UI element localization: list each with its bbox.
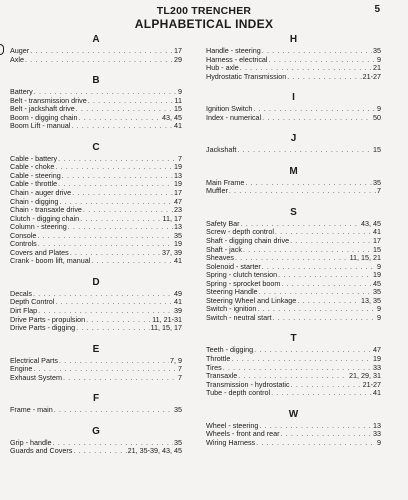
dot-leader <box>59 357 169 366</box>
entry-term: Jackshaft <box>206 145 237 155</box>
section-letter: G <box>92 425 100 437</box>
entry-page: 41 <box>174 297 182 307</box>
entry-page: 21, 29, 31 <box>349 371 381 381</box>
entry-term: Dirt Flap <box>10 306 38 316</box>
section-spacer <box>206 398 381 407</box>
index-section-b <box>10 73 182 131</box>
index-section-w <box>206 407 381 448</box>
section-spacer <box>206 81 381 90</box>
index-section-c <box>10 140 182 266</box>
entry-page: 43, 45 <box>361 218 381 228</box>
entry-page: 11, 15, 17 <box>150 323 182 333</box>
index-section-a <box>10 32 182 64</box>
entry-term: Steering Handle <box>206 287 258 297</box>
dot-leader <box>63 374 177 383</box>
dot-leader <box>297 297 360 306</box>
entry-page: 7 <box>178 372 182 382</box>
entry-term: Ignition Switch <box>206 104 253 114</box>
dot-leader <box>262 263 376 272</box>
entry-term: Belt - transmission drive <box>10 95 87 105</box>
entry-term: Tube - depth control <box>206 388 271 398</box>
index-entry <box>206 389 381 398</box>
page-number: 5 <box>374 4 380 15</box>
entry-term: Solenoid - starter <box>206 261 261 271</box>
entry-term: Drive Parts - propulsion <box>10 314 86 324</box>
entry-page: 7, 9 <box>170 355 182 365</box>
section-letter: C <box>92 141 100 153</box>
dot-leader <box>71 122 173 131</box>
index-entry <box>10 122 182 131</box>
entry-term: Tires <box>206 362 222 372</box>
index-entry <box>206 439 381 448</box>
entry-page: 11 <box>174 95 182 105</box>
entry-page: 43, 45 <box>162 112 182 122</box>
section-letter: S <box>290 206 297 218</box>
section-letter: A <box>92 34 100 45</box>
section-spacer <box>206 155 381 164</box>
document-title: TL200 TRENCHER <box>156 5 252 17</box>
dot-leader <box>30 47 173 56</box>
entry-page: 17 <box>373 236 381 246</box>
dot-leader <box>76 324 149 333</box>
dot-leader <box>281 430 372 439</box>
entry-term: Cable - choke <box>10 162 55 172</box>
entry-term: Teeth - digging <box>206 345 254 355</box>
section-spacer <box>10 415 182 424</box>
section-letter: E <box>92 343 100 355</box>
entry-page: 21, 35-39, 43, 45 <box>127 446 182 456</box>
binding-hole-mark <box>0 44 4 55</box>
entry-page: 21-27 <box>362 71 381 81</box>
entry-term: Handle - steering <box>206 46 261 55</box>
dot-leader <box>72 189 173 198</box>
entry-page: 11, 17 <box>162 213 182 223</box>
dot-leader <box>287 73 361 82</box>
dot-leader <box>79 114 161 123</box>
dot-leader <box>281 280 372 289</box>
entry-term: Drive Parts - digging <box>10 323 76 333</box>
entry-term: Boom - digging chain <box>10 112 78 122</box>
section-letter: F <box>92 393 100 405</box>
index-entry <box>206 114 381 123</box>
entry-page: 9 <box>377 437 381 447</box>
index-entry <box>206 146 381 155</box>
entry-term: Switch - neutral start <box>206 312 272 322</box>
index-section-t <box>206 331 381 397</box>
section-spacer <box>10 382 182 391</box>
dot-leader <box>256 439 376 448</box>
index-section-i <box>206 90 381 122</box>
section-letter: J <box>290 133 297 145</box>
entry-term: Hydrostatic Transmission <box>206 71 287 81</box>
dot-leader <box>254 346 372 355</box>
entry-term: Depth Control <box>10 297 55 307</box>
section-spacer <box>10 266 182 275</box>
dot-leader <box>229 187 376 196</box>
entry-term: Spring - sprocket boom <box>206 278 281 288</box>
entry-term: Column - steering <box>10 222 67 232</box>
index-entry <box>10 406 182 415</box>
entry-term: Wiring Harness <box>206 437 256 447</box>
entry-term: Decals <box>10 288 32 298</box>
dot-leader <box>290 237 372 246</box>
dot-leader <box>80 215 161 224</box>
entry-page: 35 <box>174 437 182 447</box>
index-section-h <box>206 32 381 81</box>
entry-term: Shaft - digging chain drive <box>206 236 290 246</box>
dot-leader <box>55 163 173 172</box>
entry-term: Console <box>10 230 37 240</box>
entry-term: Grip - handle <box>10 437 52 447</box>
entry-page: 17 <box>174 188 182 198</box>
dot-leader <box>269 56 376 65</box>
dot-leader <box>237 146 372 155</box>
entry-page: 9 <box>377 261 381 271</box>
dot-leader <box>257 305 376 314</box>
entry-term: Transmission - hydrostatic <box>206 379 290 389</box>
entry-term: Switch - ignition <box>206 304 257 314</box>
section-spacer <box>206 196 381 205</box>
index-title: ALPHABETICAL INDEX <box>134 17 274 31</box>
entry-page: 41 <box>174 256 182 266</box>
section-letter: M <box>289 165 298 177</box>
dot-leader <box>76 105 173 114</box>
entry-page: 9 <box>377 104 381 114</box>
entry-page: 9 <box>377 312 381 322</box>
dot-leader <box>273 314 376 323</box>
dot-leader <box>88 97 174 106</box>
entry-term: Transaxle <box>206 371 238 381</box>
section-spacer <box>206 122 381 131</box>
index-entry <box>206 355 381 364</box>
dot-leader <box>275 228 372 237</box>
dot-leader <box>58 155 177 164</box>
entry-page: 19 <box>373 354 381 364</box>
index-column-left <box>10 32 182 456</box>
entry-page: 19 <box>373 270 381 280</box>
dot-leader <box>291 381 362 390</box>
entry-term: Shaft - jack <box>206 244 242 254</box>
entry-page: 17 <box>174 46 182 55</box>
index-section-f <box>10 391 182 415</box>
index-entry <box>206 314 381 323</box>
entry-page: 11, 15, 21 <box>349 253 381 263</box>
dot-leader <box>86 316 151 325</box>
dot-leader <box>245 179 372 188</box>
entry-page: 21 <box>373 63 381 73</box>
entry-term: Chain - digging <box>10 196 59 206</box>
index-section-d <box>10 275 182 333</box>
section-letter: D <box>92 276 100 288</box>
entry-term: Boom Lift - manual <box>10 121 71 131</box>
index-entry <box>10 447 182 456</box>
entry-page: 45 <box>373 278 381 288</box>
entry-term: Electrical Parts <box>10 355 58 365</box>
entry-term: Belt - jackshaft drive <box>10 104 75 114</box>
entry-term: Cable - steering <box>10 170 61 180</box>
section-letter: I <box>292 92 295 104</box>
dot-leader <box>55 298 173 307</box>
entry-page: 7 <box>178 153 182 163</box>
entry-page: 23 <box>174 205 182 215</box>
index-section-e <box>10 342 182 383</box>
entry-page: 19 <box>174 239 182 249</box>
dot-leader <box>262 47 372 56</box>
index-entry <box>206 346 381 355</box>
entry-page: 15 <box>174 104 182 114</box>
entry-term: Throttle <box>206 354 231 364</box>
entry-page: 35 <box>174 405 182 415</box>
index-entry <box>10 56 182 65</box>
index-section-s <box>206 205 381 323</box>
entry-term: Hub - axle <box>206 63 239 73</box>
dot-leader <box>73 447 126 456</box>
entry-term: Frame - main <box>10 405 53 415</box>
entry-page: 19 <box>174 162 182 172</box>
dot-leader <box>271 389 372 398</box>
index-entry <box>10 374 182 383</box>
entry-page: 39 <box>174 306 182 316</box>
index-entry <box>206 73 381 82</box>
entry-term: Cable - battery <box>10 153 58 163</box>
entry-page: 33 <box>373 362 381 372</box>
entry-page: 9 <box>377 54 381 64</box>
entry-page: 15 <box>373 244 381 254</box>
entry-term: Covers and Plates <box>10 247 69 257</box>
index-section-j <box>206 131 381 155</box>
index-entry <box>206 187 381 196</box>
dot-leader <box>83 206 173 215</box>
index-entry <box>10 357 182 366</box>
entry-page: 33 <box>373 429 381 439</box>
section-letter: T <box>290 333 297 345</box>
entry-page: 9 <box>178 87 182 97</box>
entry-term: Chain - transaxle drive <box>10 205 82 215</box>
entry-term: Harness - electrical <box>206 54 268 64</box>
section-spacer <box>206 322 381 331</box>
entry-term: Engine <box>10 364 33 374</box>
entry-page: 9 <box>377 304 381 314</box>
entry-page: 35 <box>174 230 182 240</box>
entry-page: 41 <box>373 388 381 398</box>
entry-page: 41 <box>174 121 182 131</box>
section-spacer <box>10 131 182 140</box>
entry-page: 7 <box>377 186 381 196</box>
entry-term: Crank - boom lift, manual <box>10 256 91 266</box>
section-spacer <box>10 333 182 342</box>
index-section-g <box>10 424 182 456</box>
section-letter: W <box>288 408 299 420</box>
index-column-right <box>206 32 381 447</box>
entry-page: 13, 35 <box>361 295 381 305</box>
entry-term: Safety Bar <box>206 218 240 228</box>
dot-leader <box>262 114 372 123</box>
entry-term: Spring - clutch tension <box>206 270 278 280</box>
entry-page: 47 <box>373 345 381 355</box>
entry-page: 13 <box>373 420 381 430</box>
entry-page: 13 <box>174 222 182 232</box>
entry-term: Cable - throttle <box>10 179 58 189</box>
index-entry <box>10 324 182 333</box>
entry-term: Auger <box>10 46 30 55</box>
entry-page: 11, 21-31 <box>152 314 182 324</box>
entry-term: Muffler <box>206 186 228 196</box>
index-entry <box>206 179 381 188</box>
dot-leader <box>278 271 372 280</box>
entry-term: Chain - auger drive <box>10 188 72 198</box>
entry-page: 13 <box>174 170 182 180</box>
dot-leader <box>25 56 173 65</box>
section-letter: H <box>289 34 298 45</box>
entry-term: Main Frame <box>206 177 245 187</box>
entry-page: 35 <box>373 287 381 297</box>
entry-page: 37, 39 <box>162 247 182 257</box>
entry-term: Clutch - digging chain <box>10 213 80 223</box>
dot-leader <box>58 180 173 189</box>
dot-leader <box>68 223 173 232</box>
entry-term: Sheaves <box>206 253 234 263</box>
dot-leader <box>62 172 173 181</box>
dot-leader <box>91 257 173 266</box>
entry-term: Axle <box>10 54 24 64</box>
entry-page: 29 <box>174 54 182 64</box>
dot-leader <box>231 355 372 364</box>
dot-leader <box>253 105 376 114</box>
section-letter: B <box>92 75 100 87</box>
entry-term: Guards and Covers <box>10 446 73 456</box>
entry-term: Controls <box>10 239 37 249</box>
index-entry <box>10 257 182 266</box>
entry-page: 41 <box>373 227 381 237</box>
entry-term: Exhaust System <box>10 372 62 382</box>
entry-page: 47 <box>174 196 182 206</box>
entry-term: Wheels - front and rear <box>206 429 280 439</box>
section-spacer <box>10 64 182 73</box>
entry-term: Wheel - steering <box>206 420 259 430</box>
entry-term: Index - numerical <box>206 112 262 122</box>
entry-term: Battery <box>10 87 33 97</box>
entry-page: 35 <box>373 46 381 55</box>
entry-term: Screw - depth control <box>206 227 274 237</box>
entry-page: 35 <box>373 177 381 187</box>
entry-page: 21-27 <box>362 379 381 389</box>
entry-term: Steering Wheel and Linkage <box>206 295 297 305</box>
entry-page: 7 <box>178 364 182 374</box>
entry-page: 19 <box>174 179 182 189</box>
entry-page: 15 <box>373 145 381 155</box>
entry-page: 50 <box>373 112 381 122</box>
entry-page: 49 <box>174 288 182 298</box>
index-section-m <box>206 164 381 196</box>
dot-leader <box>37 232 173 241</box>
index-entry <box>10 47 182 56</box>
dot-leader <box>54 406 173 415</box>
